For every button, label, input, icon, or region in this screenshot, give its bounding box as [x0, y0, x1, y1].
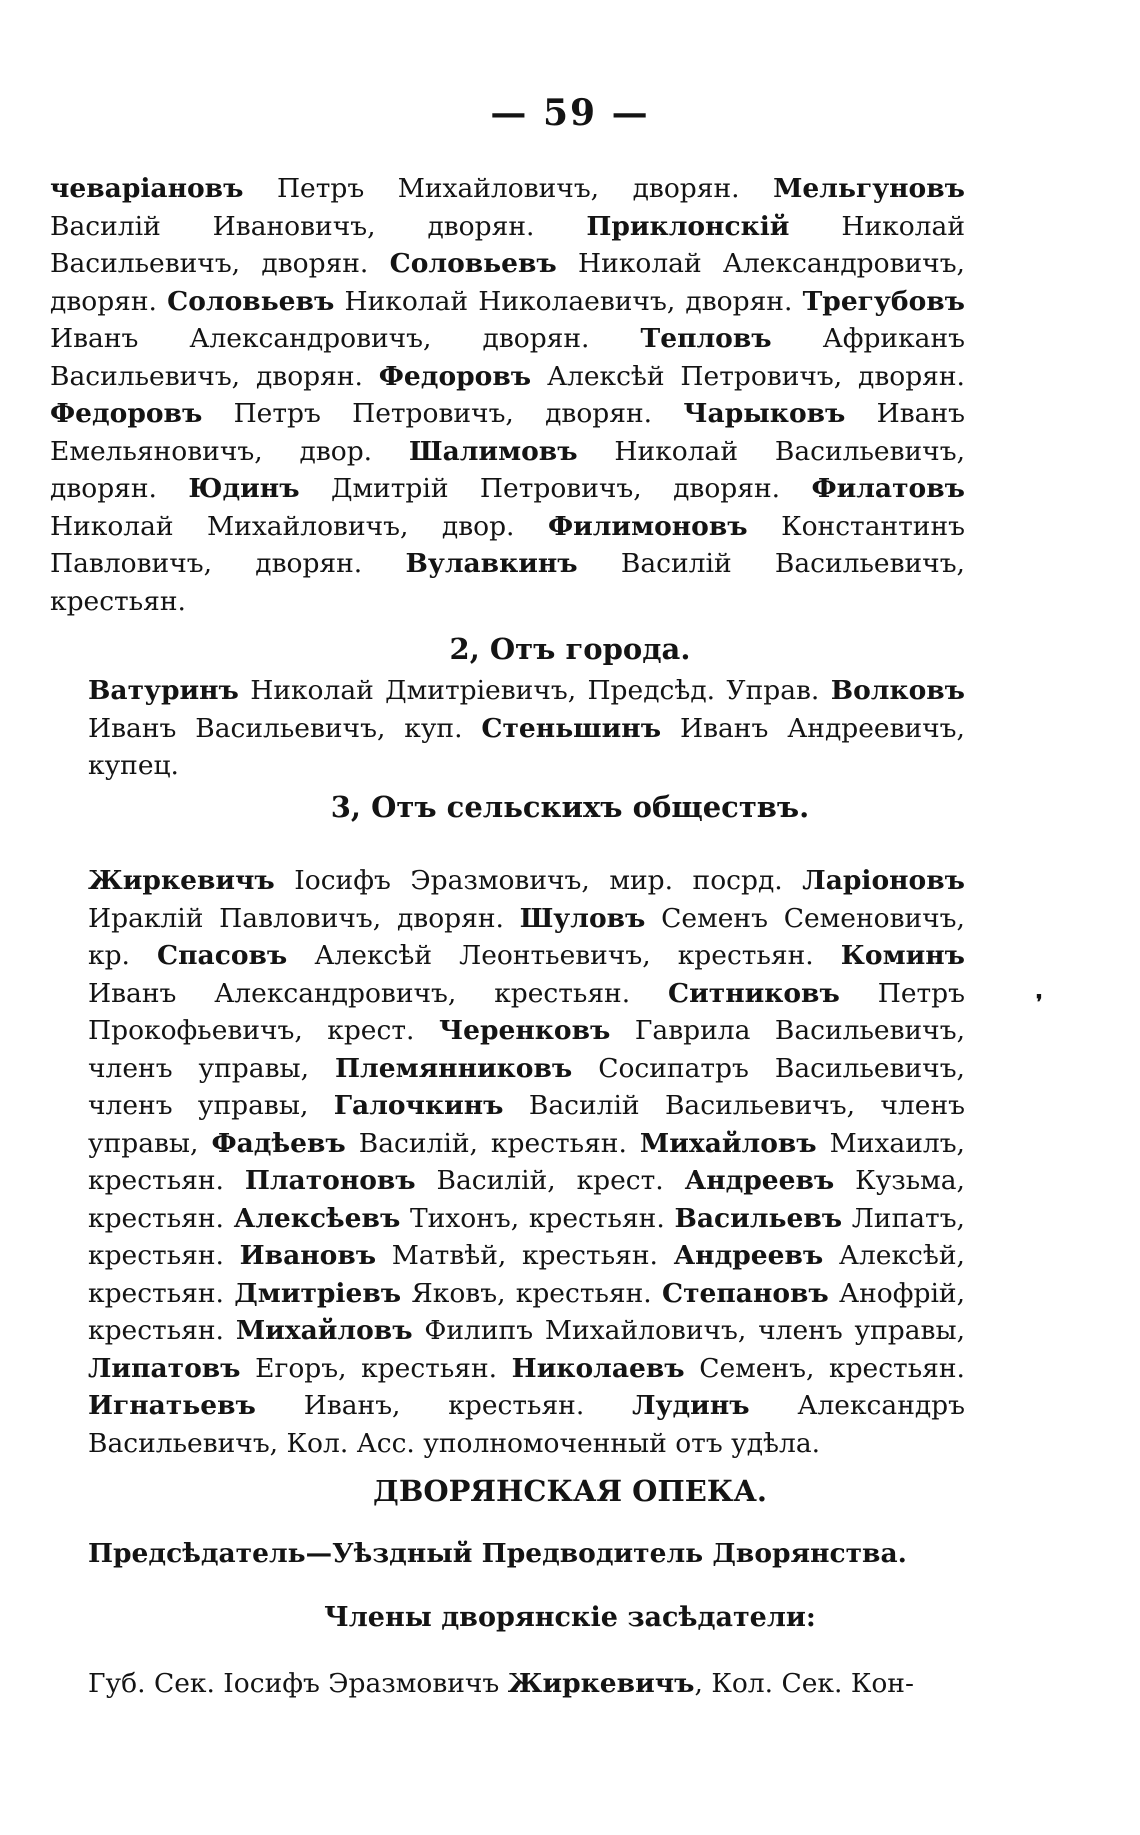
- person-entry: [88, 865, 783, 896]
- person-surname: Алексѣевъ: [233, 1202, 401, 1234]
- person-surname: Волковъ: [830, 675, 965, 706]
- person-details: Егоръ, крестьян.: [255, 1352, 498, 1384]
- person-details: Петръ Петровичъ, дворян.: [233, 398, 653, 429]
- person-details: Иванъ, крестьян.: [303, 1390, 585, 1421]
- person-surname: Юдинъ: [188, 473, 300, 504]
- person-details: Тихонъ, крестьян.: [409, 1202, 665, 1234]
- person-entry: [211, 1128, 626, 1159]
- person-details: Петръ Прокофьевичъ, крест.: [88, 977, 965, 1046]
- person-surname: Андреевъ: [673, 1240, 824, 1271]
- person-surname: Племянниковъ: [335, 1052, 573, 1084]
- person-entry: [234, 1203, 665, 1234]
- person-surname: Филатовъ: [811, 473, 965, 504]
- person-details: Николай Дмитріевичъ, Предсѣд. Управ.: [250, 675, 820, 706]
- person-entry: [234, 1278, 651, 1309]
- person-surname: Соловьевъ: [167, 285, 335, 317]
- person-details: Ираклій Павловичъ, дворян.: [88, 902, 504, 934]
- person-surname: Васильевъ: [674, 1202, 843, 1234]
- members-line: [88, 1665, 965, 1703]
- guardianship-chair: [88, 1535, 968, 1573]
- person-entry: [157, 940, 814, 971]
- person-surname: Черенковъ: [438, 1015, 611, 1046]
- person-details: Сосипатръ Васильевичъ, членъ управы,: [88, 1052, 965, 1121]
- members-name: Жиркевичъ: [507, 1668, 695, 1699]
- person-surname: Федоровъ: [50, 398, 203, 429]
- person-details: Матвѣй, крестьян.: [391, 1240, 658, 1271]
- person-details: Дмитрій Петровичъ, дворян.: [330, 473, 781, 504]
- person-details: Иванъ Александровичъ, дворян.: [50, 323, 590, 354]
- person-surname: Лудинъ: [632, 1390, 750, 1421]
- person-details: Николай Васильевичъ, дворян.: [50, 435, 965, 504]
- person-details: Африканъ Васильевичъ, дворян.: [50, 323, 965, 392]
- person-details: Кузьма, крестьян.: [88, 1165, 965, 1234]
- person-entry: [50, 398, 652, 429]
- person-details: Петръ Михайловичъ, дворян.: [276, 173, 740, 204]
- person-details: Василій, крестьян.: [358, 1127, 627, 1159]
- person-surname: Вулавкинъ: [405, 548, 578, 579]
- person-surname: Тепловъ: [640, 323, 772, 354]
- person-details: Николай Николаевичъ, дворян.: [344, 285, 793, 317]
- person-details: Михаилъ, крестьян.: [88, 1127, 965, 1196]
- person-details: Алексѣй Леонтьевичъ, крестьян.: [314, 940, 814, 971]
- person-entry: [236, 1315, 965, 1346]
- person-surname: Спасовъ: [157, 940, 288, 971]
- members-pre: Губ. Сек. Іосифъ Эразмовичъ: [88, 1668, 500, 1699]
- person-details: Василій, крест.: [436, 1165, 664, 1196]
- members-heading: Члены дворянскіе засѣдатели:: [324, 1602, 816, 1633]
- person-surname: Платоновъ: [244, 1165, 416, 1196]
- person-details: Василій Ивановичъ, дворян.: [50, 210, 535, 242]
- person-details: Иванъ Емельяновичъ, двор.: [50, 398, 965, 467]
- person-surname: Соловьевъ: [389, 248, 557, 279]
- person-details: Іосифъ Эразмовичъ, мир. посрд.: [294, 865, 783, 896]
- person-surname: Игнатьевъ: [88, 1390, 256, 1421]
- person-entry: [240, 1240, 658, 1271]
- person-details: Филипъ Михайловичъ, членъ управы,: [424, 1315, 965, 1346]
- person-surname: Шуловъ: [519, 902, 646, 934]
- members-post: , Кол. Сек. Кон-: [694, 1668, 914, 1699]
- person-surname: Галочкинъ: [333, 1090, 504, 1121]
- person-details: Василій Васильевичъ, крестьян.: [50, 548, 965, 617]
- ink-speck: ❜: [1036, 990, 1043, 1014]
- person-details: Алексѣй Петровичъ, дворян.: [546, 360, 965, 392]
- person-details: Василій Васильевичъ, членъ управы,: [88, 1090, 965, 1159]
- person-details: Николай Александровичъ, дворян.: [50, 248, 965, 317]
- person-surname: Степановъ: [662, 1277, 829, 1309]
- person-entry: [50, 173, 740, 204]
- person-details: Яковъ, крестьян.: [411, 1277, 652, 1309]
- person-surname: Трегубовъ: [802, 285, 965, 317]
- person-surname: Филимоновъ: [547, 510, 748, 542]
- person-entry: [88, 1353, 497, 1384]
- person-details: Семенъ, крестьян.: [699, 1352, 965, 1384]
- person-entry: [245, 1165, 664, 1196]
- person-surname: Ивановъ: [239, 1240, 377, 1271]
- person-entry: [88, 675, 819, 706]
- person-details: Алексѣй, крестьян.: [88, 1240, 965, 1309]
- section-city-list: [88, 672, 965, 785]
- person-surname: Жиркевичъ: [88, 865, 275, 896]
- section-heading-guardianship: ДВОРЯНСКАЯ ОПЕКА.: [373, 1474, 767, 1508]
- person-surname: Коминъ: [840, 940, 965, 971]
- person-details: Иванъ Васильевичъ, куп.: [88, 712, 463, 744]
- person-surname: Дмитріевъ: [234, 1277, 402, 1309]
- person-details: Семенъ Семеновичъ, кр.: [88, 902, 965, 971]
- person-surname: Николаевъ: [511, 1352, 685, 1384]
- person-details: Александръ Васильевичъ, Кол. Асс. уполномоченный отъ удѣла.: [88, 1390, 965, 1459]
- person-surname: Мельгуновъ: [773, 173, 965, 204]
- person-surname: Стеньшинъ: [481, 712, 662, 744]
- person-surname: Федоровъ: [378, 360, 532, 392]
- page-number: — 59 —: [490, 92, 650, 134]
- person-surname: Андреевъ: [684, 1165, 835, 1196]
- section-heading-rural: 3, Отъ сельскихъ обществъ.: [330, 790, 810, 824]
- person-surname: Михайловъ: [235, 1315, 413, 1346]
- person-details: Николай Михайловичъ, двор.: [50, 510, 515, 542]
- person-entry: [167, 286, 792, 317]
- person-surname: Чарыковъ: [683, 398, 846, 429]
- person-details: Константинъ Павловичъ, дворян.: [50, 510, 965, 579]
- person-entry: [512, 1353, 965, 1384]
- person-entry: [88, 1390, 584, 1421]
- section-rural-list: [88, 862, 965, 1462]
- person-details: Николай Васильевичъ, дворян.: [50, 210, 965, 279]
- section-heading-city: 2, Отъ города.: [449, 632, 691, 666]
- person-entry: [379, 361, 965, 392]
- person-details: Иванъ Андреевичъ, купец.: [88, 712, 965, 781]
- person-surname: Приклонскій: [586, 210, 790, 242]
- person-details: Анофрій, крестьян.: [88, 1277, 965, 1346]
- section-district-list: [50, 170, 965, 620]
- person-details: Липатъ, крестьян.: [88, 1202, 965, 1271]
- person-details: Иванъ Александровичъ, крестьян.: [88, 977, 631, 1009]
- person-surname: Михайловъ: [639, 1127, 817, 1159]
- person-surname: Ситниковъ: [668, 977, 840, 1009]
- person-surname: Липатовъ: [88, 1352, 241, 1384]
- person-entry: [188, 473, 780, 504]
- person-surname: Шалимовъ: [408, 435, 578, 467]
- person-surname: чеваріановъ: [50, 173, 244, 204]
- person-surname: Фадѣевъ: [211, 1127, 346, 1159]
- person-surname: Ватуринъ: [88, 675, 239, 706]
- chair-text: Предсѣдатель—Уѣздный Предводитель Дворянства.: [88, 1538, 907, 1569]
- person-surname: Ларіоновъ: [802, 865, 965, 896]
- person-details: Гаврила Васильевичъ, членъ управы,: [88, 1015, 965, 1084]
